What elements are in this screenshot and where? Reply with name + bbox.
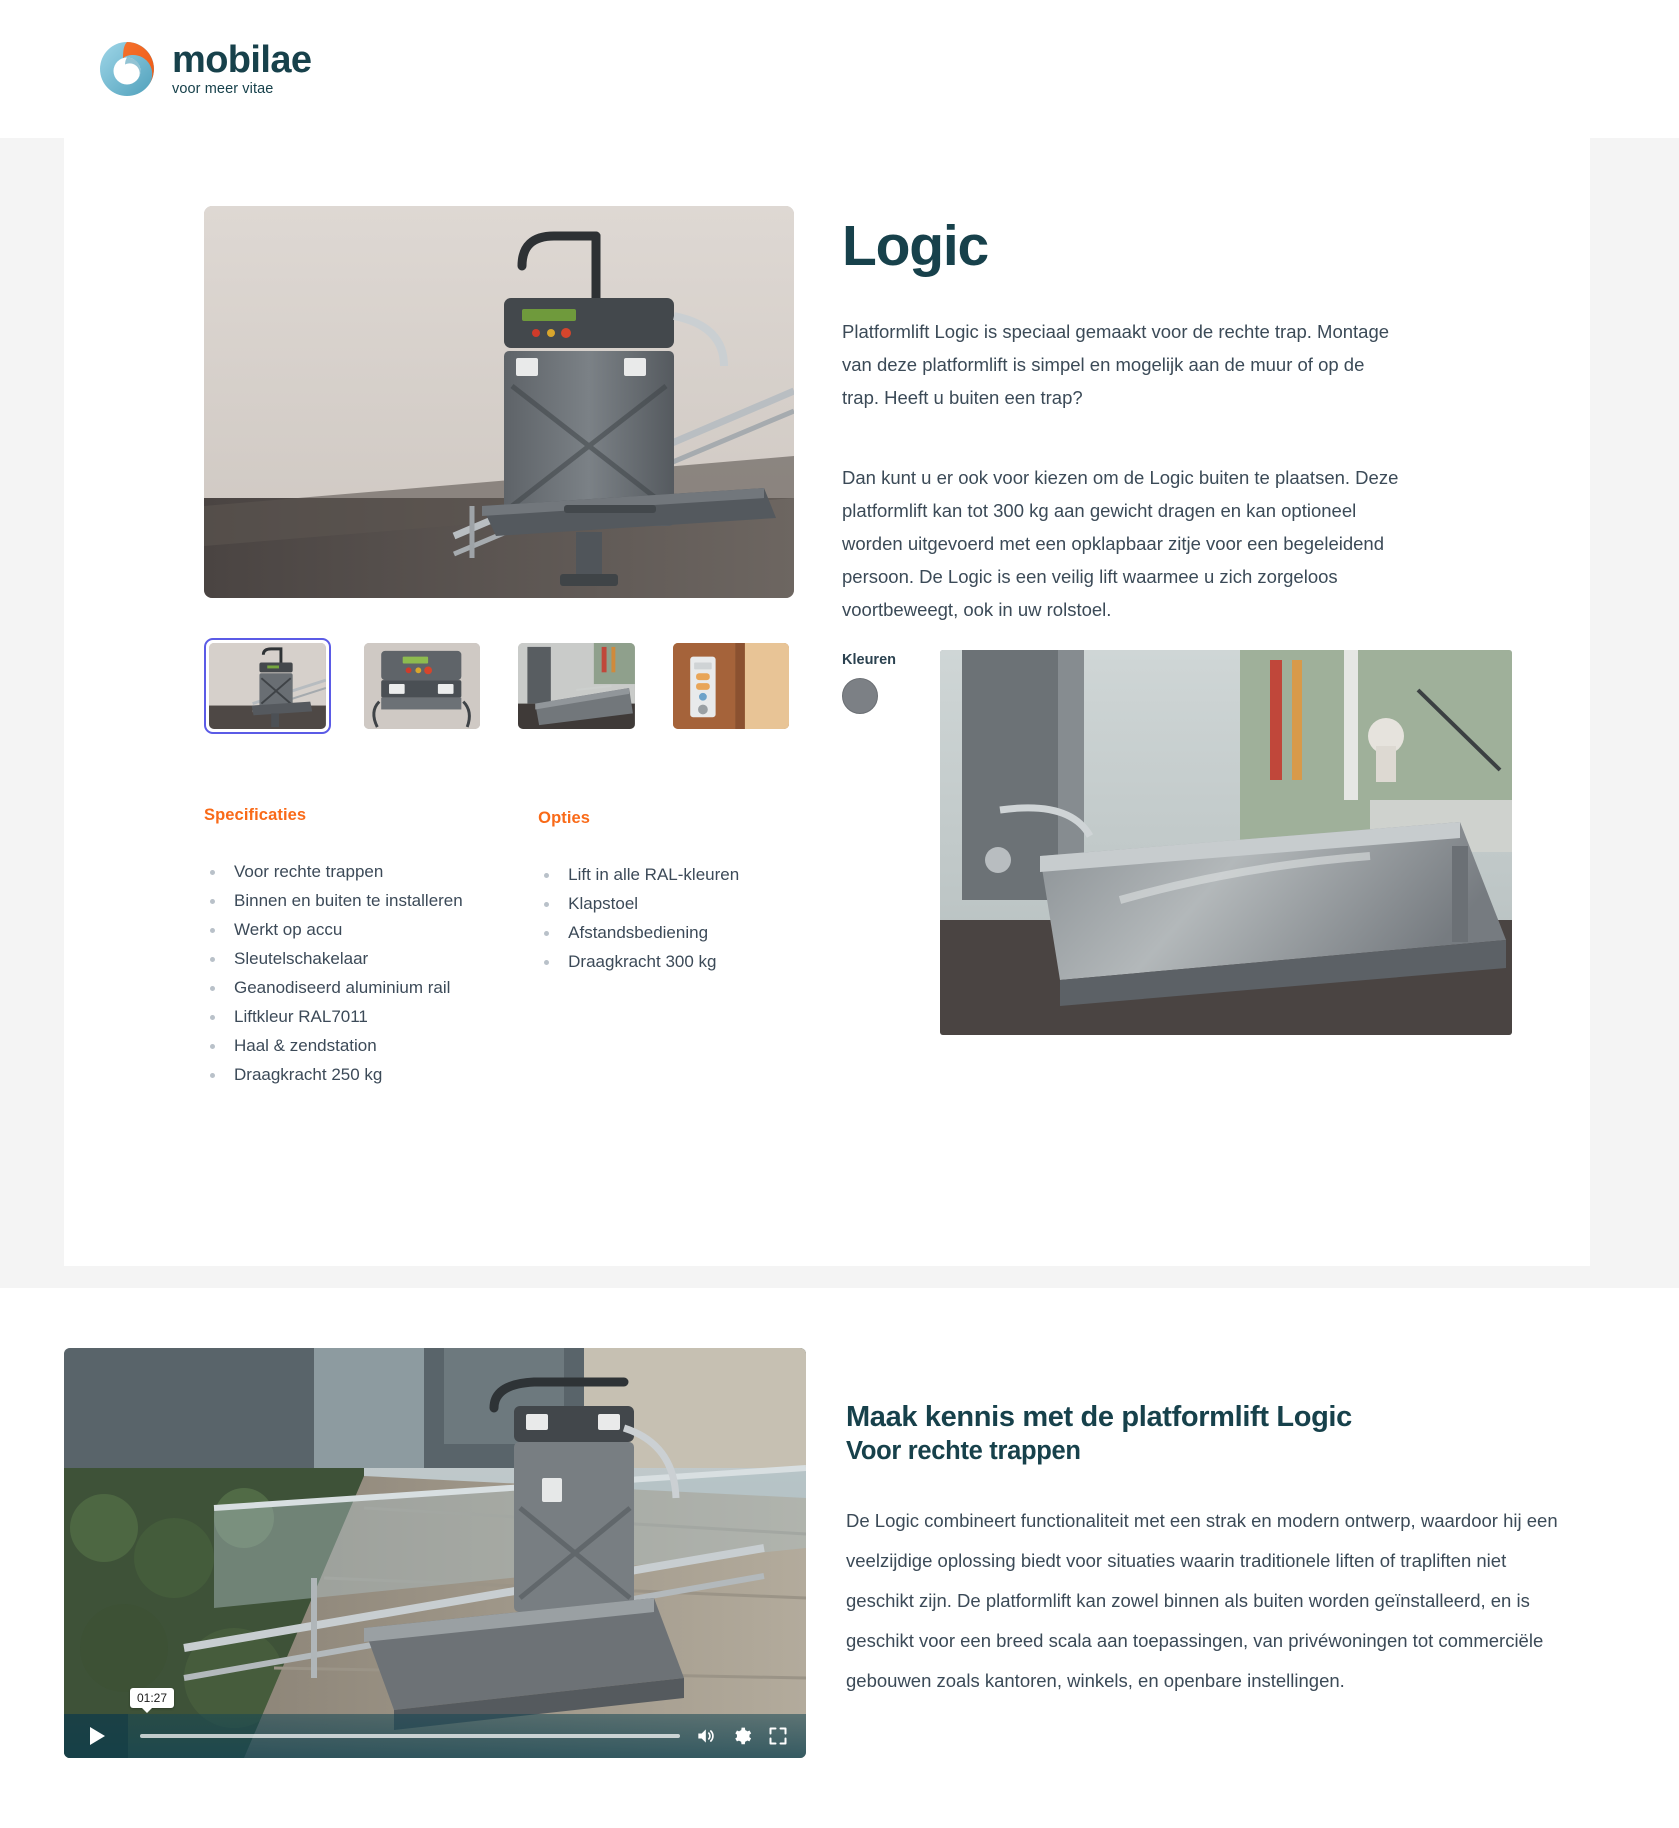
thumbnail-3-image [673,643,790,729]
gear-icon[interactable] [732,1726,752,1746]
intro-text-column [846,1348,1583,1701]
colors-and-image-row [842,650,1512,1035]
secondary-product-image[interactable] [940,650,1512,1035]
list-item: Draagkracht 250 kg [204,1060,478,1089]
intro-title: Maak kennis met de platformlift Logic [846,1401,1352,1433]
options-list [538,860,794,976]
video-progress-area[interactable] [128,1691,694,1758]
video-icon-group [694,1726,806,1746]
thumbnail-3[interactable] [668,638,795,734]
list-item: Liftkleur RAL7011 [204,1002,478,1031]
thumbnail-1-image [364,643,481,729]
list-item: Lift in alle RAL-kleuren [538,860,794,889]
intro-paragraph: De Logic combineert functionaliteit met een strak en modern ontwerp, waardoor hij een veelzijdige oplossing biedt voor situaties waarin traditionele liften of trapliften niet geschikt zijn. De platformlift kan zowel binnen als buiten worden geïnstalleerd, en is geschikt voor een breed scala aan toepassingen, van privéwoningen tot commerciële gebouwen zoals kantoren, winkels, en openbare instellingen. [846,1509,1558,1691]
video-controls [64,1691,806,1758]
video-progress-bar[interactable] [140,1734,680,1738]
intro-subtitle: Voor rechte trappen [846,1437,1081,1466]
list-item: Voor rechte trappen [204,857,478,886]
product-section [0,138,1679,1288]
intro-section [0,1288,1679,1828]
list-item: Werkt op accu [204,915,478,944]
brand-logo[interactable] [96,38,311,100]
list-item: Haal & zendstation [204,1031,478,1060]
brand-name: mobilae [172,38,312,81]
specifications-list [204,857,478,1089]
options-block [538,806,794,1089]
colors-label: Kleuren [842,652,896,668]
thumbnail-2[interactable] [513,638,640,734]
video-time-tooltip: 01:27 [130,1688,174,1708]
specifications-block [204,806,478,1089]
list-item: Binnen en buiten te installeren [204,886,478,915]
product-media-column [204,206,794,1089]
hero-product-image[interactable] [204,206,794,598]
mobilae-logo-icon [96,38,158,100]
thumbnail-2-image [518,643,635,729]
play-icon[interactable] [64,1714,128,1758]
brand-tagline: voor meer vitae [172,81,274,98]
specifications-title: Specificaties [204,806,307,824]
page-title: Logic [842,214,988,278]
thumbnail-0-image [209,643,326,729]
video-player[interactable] [64,1348,806,1758]
hero-image-graphic [204,206,794,598]
thumbnail-0[interactable] [204,638,331,734]
options-title: Opties [538,809,591,827]
fullscreen-icon[interactable] [768,1726,788,1746]
thumbnail-gallery [204,638,794,734]
list-item: Draagkracht 300 kg [538,947,794,976]
secondary-image-graphic [940,650,1512,1035]
video-poster-image [64,1348,806,1758]
color-swatch-grijs[interactable] [842,678,878,714]
thumbnail-1[interactable] [359,638,486,734]
product-paragraph-2: Dan kunt u er ook voor kiezen om de Logic buiten te plaatsen. Deze platformlift kan tot 300 kg aan gewicht dragen en kan optioneel worden uitgevoerd met een opklapbaar zitje voor een begeleidend persoon. De Logic is een veilig lift waarmee u zich zorgeloos voortbeweegt, ook in uw rolstoel. [842,467,1399,620]
spec-options-wrapper [204,806,794,1089]
colors-block [842,650,940,714]
list-item: Klapstoel [538,889,794,918]
product-paragraph-1: Platformlift Logic is speciaal gemaakt voor de rechte trap. Montage van deze platformlift is simpel en mogelijk aan de muur of op de trap. Heeft u buiten een trap? [842,321,1390,408]
site-header [0,0,1679,138]
product-info-column [842,206,1512,1089]
list-item: Sleutelschakelaar [204,944,478,973]
list-item: Afstandsbediening [538,918,794,947]
list-item: Geanodiseerd aluminium rail [204,973,478,1002]
volume-icon[interactable] [694,1726,716,1746]
